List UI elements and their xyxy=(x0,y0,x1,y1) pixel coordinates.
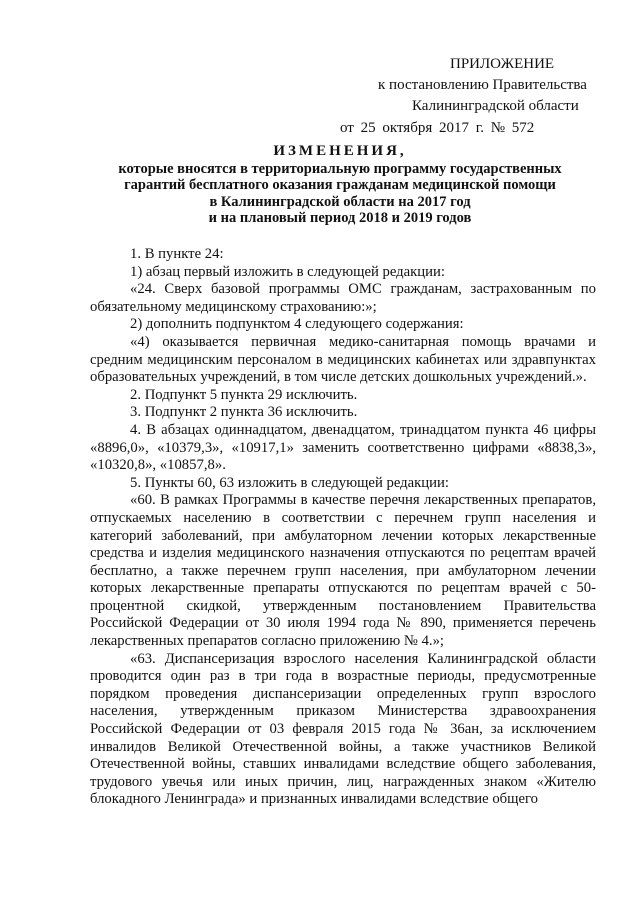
document-body xyxy=(90,246,596,809)
paragraph: 1. В пункте 24: xyxy=(130,246,224,262)
appendix-line-3: от 25 октября 2017 г. № 572 xyxy=(340,120,535,136)
paragraph: 1) абзац первый изложить в следующей редакции: xyxy=(130,263,445,280)
paragraph: 5. Пункты 60, 63 изложить в следующей редакции: xyxy=(130,474,449,491)
appendix-line-1: к постановлению Правительства xyxy=(378,77,587,93)
subtitle-line: гарантий бесплатного оказания гражданам медицинской помощи xyxy=(124,177,556,194)
subtitle-line: которые вносятся в территориальную программу государственных xyxy=(118,160,562,177)
title-heading: ИЗМЕНЕНИЯ, xyxy=(273,143,407,159)
paragraph: «60. В рамках Программы в качестве перечня лекарственных препаратов, отпускаемых населению в соответствии с перечнем групп населения и категорий заболеваний, при амбулаторном лечении которых лекарственные средства и изделия медицинского назначения отпускаются по рецептам врачей бесплатно, а также перечнем групп населения, при амбулаторном лечении которых лекарственные препараты отпускаются по рецептам врачей с 50-процентной скидкой, утвержденным постановлением Правительства Российской Федерации от 30 июля 1994 года № 890, применяется перечень лекарственных препаратов согласно приложению № 4.»; xyxy=(90,492,596,650)
paragraph: «24. Сверх базовой программы ОМС гражданам, застрахованным по обязательному медицинскому страхованию:»; xyxy=(90,281,596,315)
document-title xyxy=(80,143,600,227)
subtitle-line: и на плановый период 2018 и 2019 годов xyxy=(208,210,472,227)
appendix-label: ПРИЛОЖЕНИЕ xyxy=(450,56,555,72)
appendix-line-2: Калининградской области xyxy=(412,98,579,114)
paragraph: 4. В абзацах одиннадцатом, двенадцатом, тринадцатом пункта 46 цифры «8896,0», «10379,3», «10917,1» заменить соответственно цифрами «8838,3», «10320,8», «10857,8». xyxy=(90,421,596,474)
paragraph: «63. Диспансеризация взрослого населения Калининградской области проводится один раз в три года в возрастные периоды, предусмотренные порядком проведения диспансеризации определенных групп взрослого населения, утвержденным приказом Министерства здравоохранения Российской Федерации от 03 февраля 2015 года № 36ан, за исключением инвалидов Великой Отечественной войны, а также участников Великой Отечественной войны, ставших инвалидами вследствие общего заболевания, трудового увечья или иных причин, лиц, награжденных знаком «Жителю блокадного Ленинграда» и признанных инвалидами вследствие общего xyxy=(90,650,596,808)
paragraph: 2. Подпункт 5 пункта 29 исключить. xyxy=(130,386,358,403)
subtitle-line: в Калининградской области на 2017 год xyxy=(209,193,471,210)
paragraph: «4) оказывается первичная медико-санитарная помощь врачами и средним медицинским персоналом в медицинских кабинетах или здравпунктах образовательных учреждений, в том числе детских дошкольных учреждений.». xyxy=(90,333,596,386)
paragraph: 2) дополнить подпунктом 4 следующего содержания: xyxy=(130,316,464,333)
paragraph: 3. Подпункт 2 пункта 36 исключить. xyxy=(130,404,358,421)
